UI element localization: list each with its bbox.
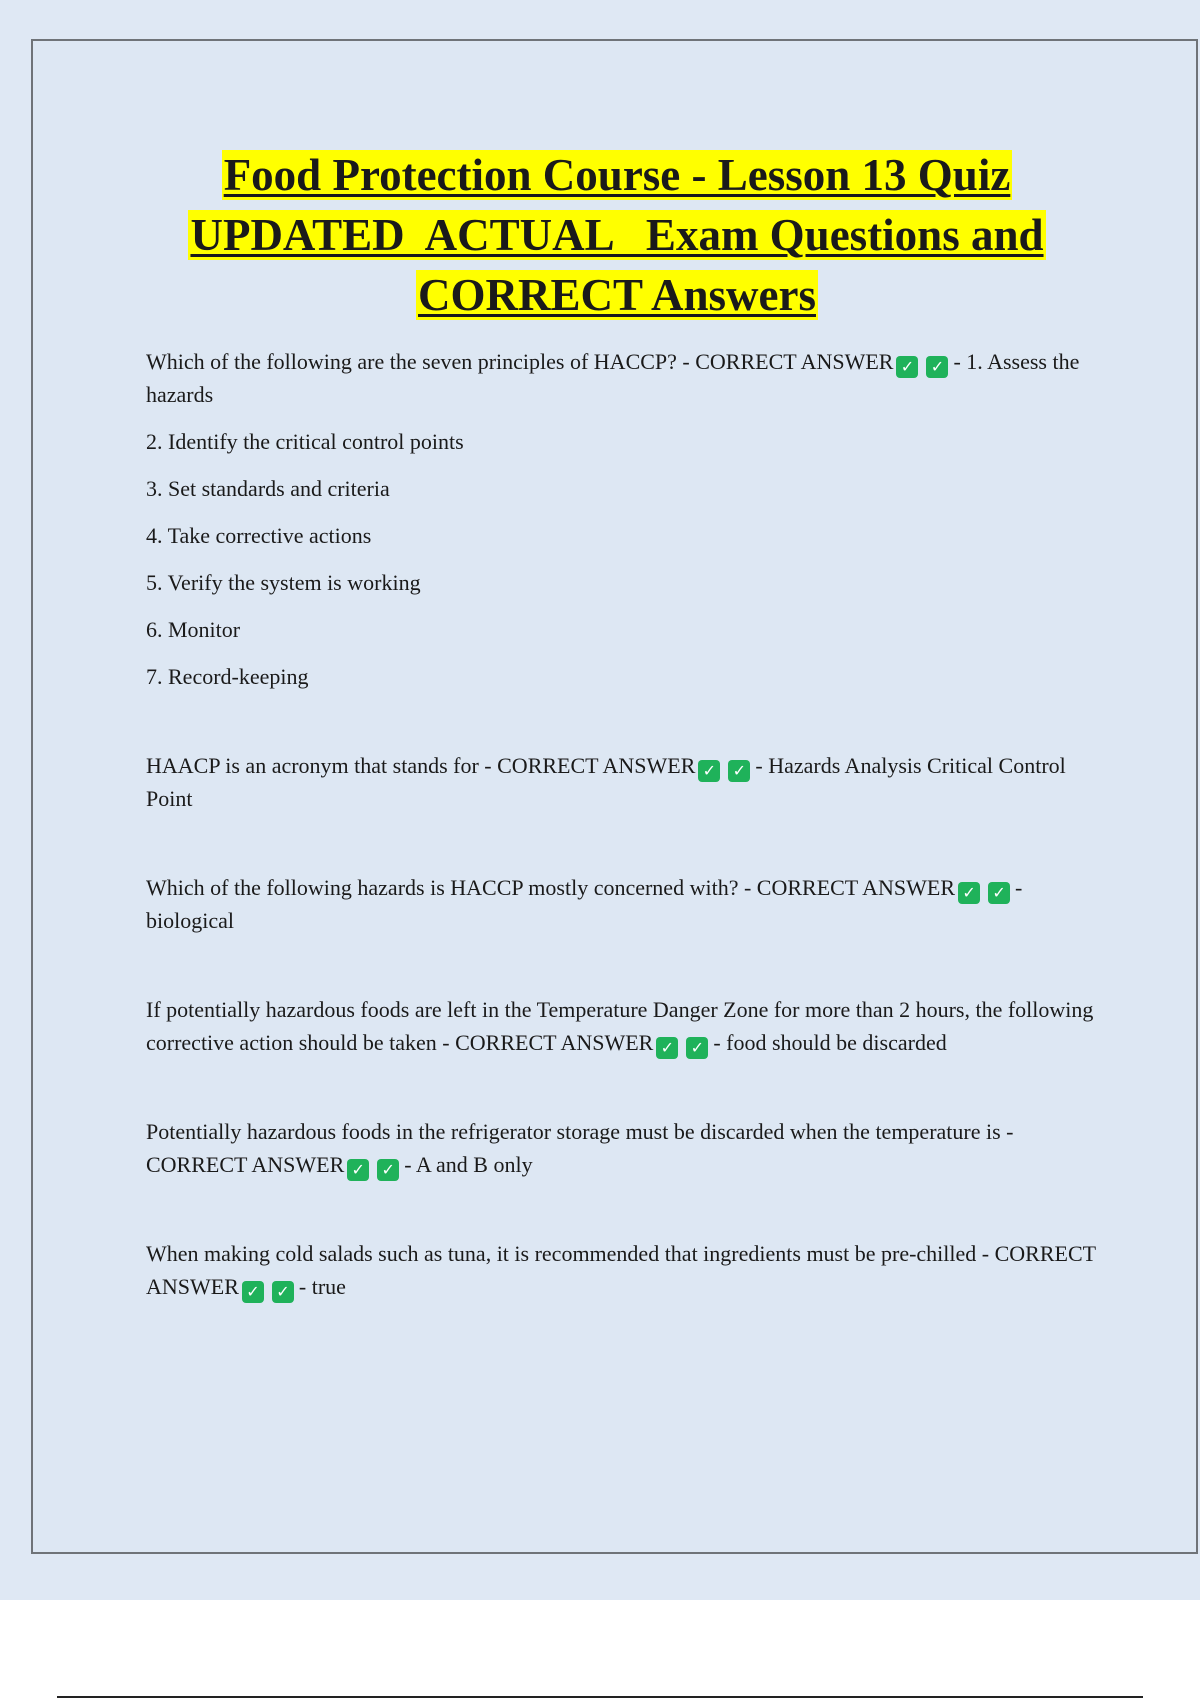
list-item: 3. Set standards and criteria: [146, 476, 390, 501]
answer-text: - true: [298, 1274, 346, 1299]
green-checkmark-icon: ✓: [347, 1159, 369, 1181]
title-line-3: [0, 265, 1200, 325]
list-item: 5. Verify the system is working: [146, 570, 421, 595]
title-line-2-text: UPDATED ACTUAL Exam Questions and: [190, 210, 1044, 260]
green-checkmark-icon: ✓: [926, 356, 948, 378]
green-checkmark-icon: ✓: [896, 356, 918, 378]
title-line-3-text: CORRECT Answers: [418, 270, 816, 320]
document-title: [0, 145, 1200, 325]
qa-item-2: [146, 749, 1096, 815]
list-item: 7. Record-keeping: [146, 664, 309, 689]
title-line-1-text: Food Protection Course - Lesson 13 Quiz: [223, 150, 1011, 200]
answer-text: - biological: [146, 875, 1023, 933]
title-line-2: [0, 205, 1200, 265]
question-text: If potentially hazardous foods are left in the Temperature Danger Zone for more than 2 hours, the following corrective action should be taken - CORRECT ANSWER: [146, 997, 1094, 1055]
answer-text: - Hazards Analysis Critical Control Point: [146, 753, 1066, 811]
question-text: When making cold salads such as tuna, it is recommended that ingredients must be pre-chilled - CORRECT ANSWER: [146, 1241, 1096, 1299]
answer-text: - 1. Assess the hazards: [146, 349, 1080, 407]
green-checkmark-icon: ✓: [728, 760, 750, 782]
qa-item-3: [146, 871, 1096, 937]
green-checkmark-icon: ✓: [958, 882, 980, 904]
qa-item-1: [146, 345, 1096, 411]
list-item: 6. Monitor: [146, 617, 241, 642]
green-checkmark-icon: ✓: [988, 882, 1010, 904]
qa-item-6: [146, 1237, 1096, 1303]
answer-text: - food should be discarded: [713, 1030, 947, 1055]
green-checkmark-icon: ✓: [242, 1281, 264, 1303]
list-item: 2. Identify the critical control points: [146, 429, 464, 454]
green-checkmark-icon: ✓: [377, 1159, 399, 1181]
green-checkmark-icon: ✓: [656, 1037, 678, 1059]
question-text: Potentially hazardous foods in the refrigerator storage must be discarded when the temperature is - CORRECT ANSWER: [146, 1119, 1014, 1177]
green-checkmark-icon: ✓: [698, 760, 720, 782]
title-line-1: [0, 145, 1200, 205]
list-item: 4. Take corrective actions: [146, 523, 372, 548]
answer-text: - A and B only: [404, 1152, 533, 1177]
qa-item-5: [146, 1115, 1096, 1181]
green-checkmark-icon: ✓: [272, 1281, 294, 1303]
question-text: Which of the following hazards is HACCP mostly concerned with? - CORRECT ANSWER: [146, 875, 956, 900]
qa-item-4: [146, 993, 1096, 1059]
footer-divider: [57, 1696, 1143, 1698]
green-checkmark-icon: ✓: [686, 1037, 708, 1059]
question-text: HAACP is an acronym that stands for - CORRECT ANSWER: [146, 753, 696, 778]
question-text: Which of the following are the seven principles of HACCP? - CORRECT ANSWER: [146, 349, 894, 374]
quiz-content: [146, 345, 1096, 1303]
